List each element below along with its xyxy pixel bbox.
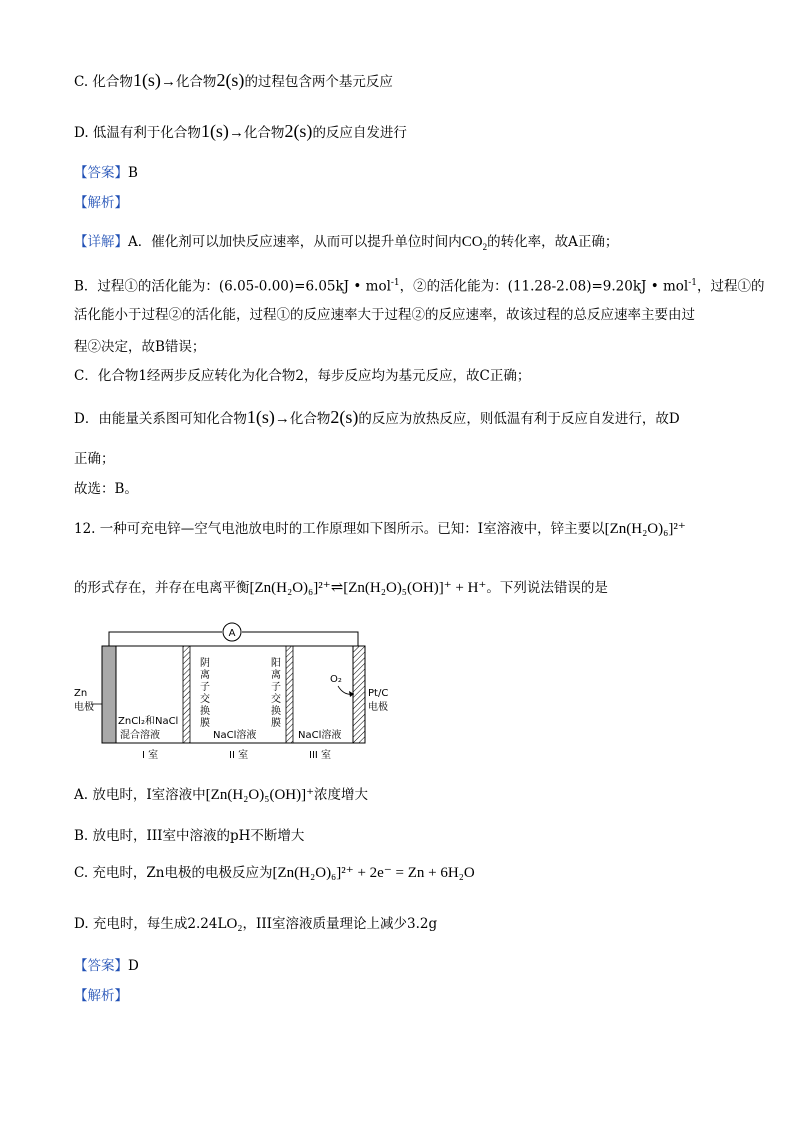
detail-d (74, 407, 680, 429)
unit-sup: -1 (688, 278, 698, 288)
option-c-formula: [Zn(H₂O)₆]²⁺ + 2e⁻ = Zn + 6H₂O (272, 865, 475, 881)
analysis-line-1 (74, 193, 128, 213)
reaction-arrow: → (274, 411, 290, 427)
option-c-head: C. 充电时，Zn电极的电极反应为 (74, 865, 273, 881)
answer-line-1 (74, 163, 138, 183)
room3-solution: NaCl溶液 (298, 730, 342, 741)
detail-d-2: 正确； (74, 451, 115, 467)
compound-1-formula: 1(s) (200, 121, 229, 141)
ptc-electrode (353, 646, 365, 743)
q12-stem2-tail: 。下列说法错误的是 (486, 580, 608, 596)
detail-b-mid: ，②的活化能为：(11.28-2.08)=9.20kJ • mol (399, 278, 689, 295)
o2-label: O₂ (330, 674, 342, 685)
equilibrium-sign: ⇌ (330, 580, 344, 596)
zn-electrode-label: 电极 (74, 702, 94, 713)
analysis-line-2 (74, 986, 128, 1006)
q12-option-c (74, 863, 475, 883)
svg-text:子: 子 (200, 682, 210, 693)
detail-d-head: D．由能量关系图可知化合物 (74, 411, 247, 427)
zinc-air-battery-diagram (72, 622, 389, 767)
reaction-arrow: → (160, 74, 176, 90)
q12-option-d (74, 914, 437, 934)
compound-2-formula: 2(s) (216, 70, 245, 90)
svg-text:离: 离 (271, 670, 281, 681)
compound-1-formula: 1(s) (246, 407, 275, 427)
room2-label: II 室 (229, 750, 249, 761)
room1-solution: ZnCl₂和NaCl (118, 716, 179, 727)
q12-stem-2 (74, 578, 608, 598)
detail-b-3: 程②决定，故B错误； (74, 339, 206, 355)
svg-text:膜: 膜 (200, 718, 210, 729)
detail-a-tail: 的转化率，故A正确； (487, 234, 619, 250)
svg-text:换: 换 (271, 706, 281, 717)
option-d-tail: ，III室溶液质量理论上减少3.2g (242, 916, 438, 932)
detail-a-text: A．催化剂可以加快反应速率，从而可以提升单位时间内 (128, 234, 462, 250)
q12-option-b: B. 放电时，III室中溶液的pH不断增大 (74, 828, 305, 844)
svg-text:阳: 阳 (271, 658, 281, 669)
option-c-tail: 的过程包含两个基元反应 (244, 74, 393, 90)
equilibrium-right: [Zn(H₂O)₅(OH)]⁺ + H⁺ (343, 580, 487, 596)
q12-stem-text: 12. 一种可充电锌—空气电池放电时的工作原理如下图所示。已知：I室溶液中，锌主要以 (74, 521, 605, 537)
answer-line-2 (74, 956, 139, 976)
unit-sup: -1 (390, 278, 400, 288)
option-c-label: C. 化合物 (74, 74, 133, 90)
cation-membrane-label (271, 657, 281, 729)
conclusion: 故选：B。 (74, 481, 138, 497)
q12-stem2-head: 的形式存在，并存在电离平衡 (74, 580, 250, 596)
room1-solution-2: 混合溶液 (120, 730, 160, 741)
compound-1-formula: 1(s) (132, 70, 161, 90)
answer-tag: 【答案】 (74, 958, 128, 974)
svg-text:离: 离 (200, 670, 210, 681)
compound-2-formula: 2(s) (330, 407, 359, 427)
detail-c: C．化合物1经两步反应转化为化合物2，每步反应均为基元反应，故C正确； (74, 368, 531, 384)
co2-formula (462, 234, 487, 250)
detail-b-1 (74, 273, 765, 297)
cell-container (102, 646, 365, 743)
option-d-label: D. 低温有利于化合物 (74, 125, 201, 141)
option-d-mid: 化合物 (243, 125, 285, 141)
room3-label: III 室 (309, 750, 332, 761)
option-d-tail: 的反应自发进行 (312, 125, 407, 141)
svg-text:阴: 阴 (200, 658, 210, 669)
wire-right (242, 632, 358, 646)
cation-membrane (286, 646, 293, 743)
detail-d-tail: 的反应为放热反应，则低温有利于反应自发进行，故D (358, 411, 680, 427)
zinc-complex-formula: [Zn(H₂O)₆]²⁺ (604, 521, 686, 537)
option-c-mid: 化合物 (175, 74, 217, 90)
svg-text:交: 交 (271, 694, 281, 705)
q12-option-a (74, 785, 368, 805)
svg-text:膜: 膜 (271, 718, 281, 729)
compound-2-formula: 2(s) (284, 121, 313, 141)
analysis-tag: 【解析】 (74, 988, 128, 1004)
detail-b-2: 活化能小于过程②的活化能，过程①的反应速率大于过程②的反应速率，故该过程的总反应速率主要由过 (74, 307, 695, 323)
co2-subscript: 2 (482, 242, 488, 252)
wire-left (109, 632, 222, 646)
svg-text:交: 交 (200, 694, 210, 705)
option-a-formula: [Zn(H₂O)₅(OH)]⁺ (205, 787, 315, 803)
ptc-label: Pt/C (368, 688, 389, 699)
svg-text:换: 换 (200, 706, 210, 717)
analysis-tag: 【解析】 (74, 195, 128, 211)
detail-b-text: B．过程①的活化能为：(6.05-0.00)=6.05kJ • mol (74, 278, 391, 295)
option-c (74, 70, 393, 92)
room1-label: I 室 (142, 750, 159, 761)
option-d (74, 121, 407, 143)
anion-membrane (183, 646, 190, 743)
ptc-electrode-label: 电极 (368, 702, 388, 713)
equilibrium-left: [Zn(H₂O)₆]²⁺ (249, 580, 331, 596)
detail-a (74, 232, 618, 257)
zn-electrode (102, 646, 116, 743)
detail-b-tail: ，过程①的 (697, 278, 765, 295)
detail-d-mid: 化合物 (289, 411, 331, 427)
answer-value: B (128, 165, 138, 181)
q12-stem-1 (74, 519, 686, 539)
answer-value: D (128, 958, 139, 974)
option-a-tail: 浓度增大 (314, 787, 369, 803)
svg-text:子: 子 (271, 682, 281, 693)
option-d-head: D. 充电时，每生成2.24L (74, 916, 227, 932)
detail-tag: 【详解】 (74, 234, 128, 250)
answer-tag: 【答案】 (74, 165, 128, 181)
ammeter-label: A (228, 628, 236, 639)
co2-text: CO (461, 234, 483, 250)
zn-label: Zn (74, 688, 88, 699)
anion-membrane-label (200, 657, 210, 729)
room2-solution: NaCl溶液 (213, 730, 257, 741)
option-d-o2: O₂ (226, 916, 243, 932)
option-a-head: A. 放电时，I室溶液中 (74, 787, 206, 803)
reaction-arrow: → (228, 125, 244, 141)
